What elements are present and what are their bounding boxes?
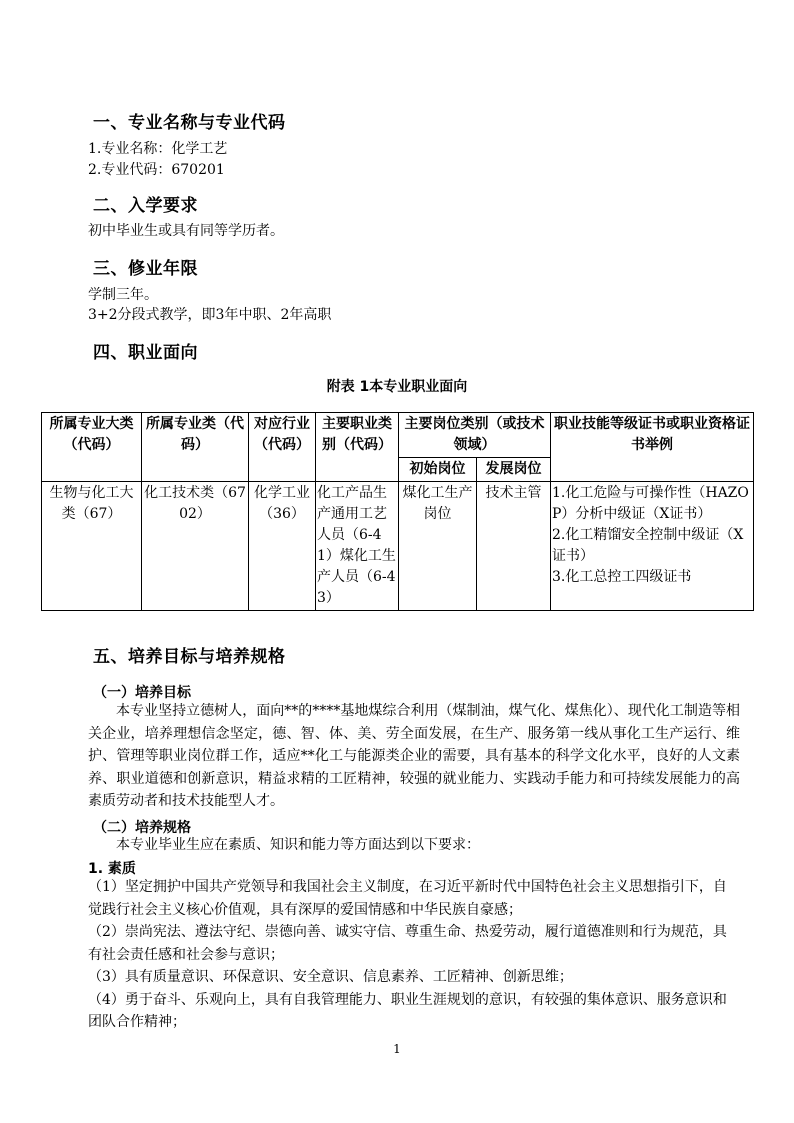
specs-heading: （二）培养规格 xyxy=(93,820,191,836)
quality-item: （1）坚定拥护中国共产党领导和我国社会主义制度，在习近平新时代中国特色社会主义思想指引下，自觉践行社会主义核心价值观，具有深厚的爱国情感和中华民族自豪感； xyxy=(88,879,727,918)
duration-line-1: 学制三年。 xyxy=(88,287,158,303)
quality-heading: 1. 素质 xyxy=(88,861,136,877)
header-industry: 对应行业（代码） xyxy=(249,413,316,482)
cell-industry: 化学工业（36） xyxy=(249,482,316,611)
goals-paragraph xyxy=(88,700,740,813)
major-code-line: 2.专业代码：670201 xyxy=(88,162,225,178)
admission-text: 初中毕业生或具有同等学历者。 xyxy=(88,223,284,239)
section-4-heading: 四、职业面向 xyxy=(93,343,198,363)
quality-item: （2）崇尚宪法、遵法守纪、崇德向善、诚实守信、尊重生命、热爱劳动，履行道德准则和行为规范，具有社会责任感和社会参与意识； xyxy=(88,924,727,963)
section-3-heading: 三、修业年限 xyxy=(93,259,198,279)
certificate-item: 3.化工总控工四级证书 xyxy=(552,569,692,585)
section-2-heading: 二、入学要求 xyxy=(93,196,198,216)
table-header-row xyxy=(42,413,754,458)
duration-line-2: 3+2分段式教学，即3年中职、2年高职 xyxy=(88,307,332,323)
goals-heading: （一）培养目标 xyxy=(93,685,191,701)
quality-item: （3）具有质量意识、环保意识、安全意识、信息素养、工匠精神、创新思维； xyxy=(88,969,573,985)
header-certificates: 职业技能等级证书或职业资格证书举例 xyxy=(551,413,754,482)
header-development-post: 发展岗位 xyxy=(477,458,551,482)
occupation-table xyxy=(41,412,754,611)
header-occupation-type: 主要职业类别（代码） xyxy=(316,413,399,482)
cell-certificates xyxy=(551,482,754,611)
cell-initial-post: 煤化工生产岗位 xyxy=(399,482,477,611)
major-name-line: 1.专业名称：化学工艺 xyxy=(88,141,228,157)
page-number: 1 xyxy=(393,1042,401,1056)
quality-item: （4）勇于奋斗、乐观向上，具有自我管理能力、职业生涯规划的意识，有较强的集体意识、服务意识和团队合作精神； xyxy=(88,991,727,1030)
cell-development-post: 技术主管 xyxy=(477,482,551,611)
goals-text: 本专业坚持立德树人，面向**的****基地煤综合利用（煤制油，煤气化、煤焦化）、现代化工制造等相关企业，培养理想信念坚定，德、智、体、美、劳全面发展，在生产、服务第一线从事化工生产运行、维护、管理等职业岗位群工作，适应**化工与能源类企业的需要，具有基本的科学文化水平，良好的人文素养、职业道德和创新意识，精益求精的工匠精神，较强的就业能力、实践动手能力和可持续发展能力的高素质劳动者和技术技能型人才。 xyxy=(88,703,740,809)
cell-major-category: 生物与化工大类（67） xyxy=(42,482,142,611)
certificate-item: 2.化工精馏安全控制中级证（X证书） xyxy=(552,527,744,564)
specs-intro: 本专业毕业生应在素质、知识和能力等方面达到以下要求： xyxy=(116,837,480,853)
header-post-category: 主要岗位类别（或技术领域） xyxy=(399,413,551,458)
header-major-class: 所属专业类（代码） xyxy=(142,413,249,482)
cell-major-class: 化工技术类（6702） xyxy=(142,482,249,611)
section-1-heading: 一、专业名称与专业代码 xyxy=(93,113,286,133)
table-caption: 附表 1本专业职业面向 xyxy=(326,379,468,395)
certificate-item: 1.化工危险与可操作性（HAZOP）分析中级证（X证书） xyxy=(552,485,749,522)
header-initial-post: 初始岗位 xyxy=(399,458,477,482)
cell-occupation-type: 化工产品生产通用工艺人员（6-41）煤化工生产人员（6-43） xyxy=(316,482,399,611)
specs-intro-paragraph xyxy=(88,834,740,857)
table-row xyxy=(42,482,754,611)
section-5-heading: 五、培养目标与培养规格 xyxy=(93,647,286,667)
header-major-category: 所属专业大类（代码） xyxy=(42,413,142,482)
quality-list xyxy=(88,876,740,1034)
